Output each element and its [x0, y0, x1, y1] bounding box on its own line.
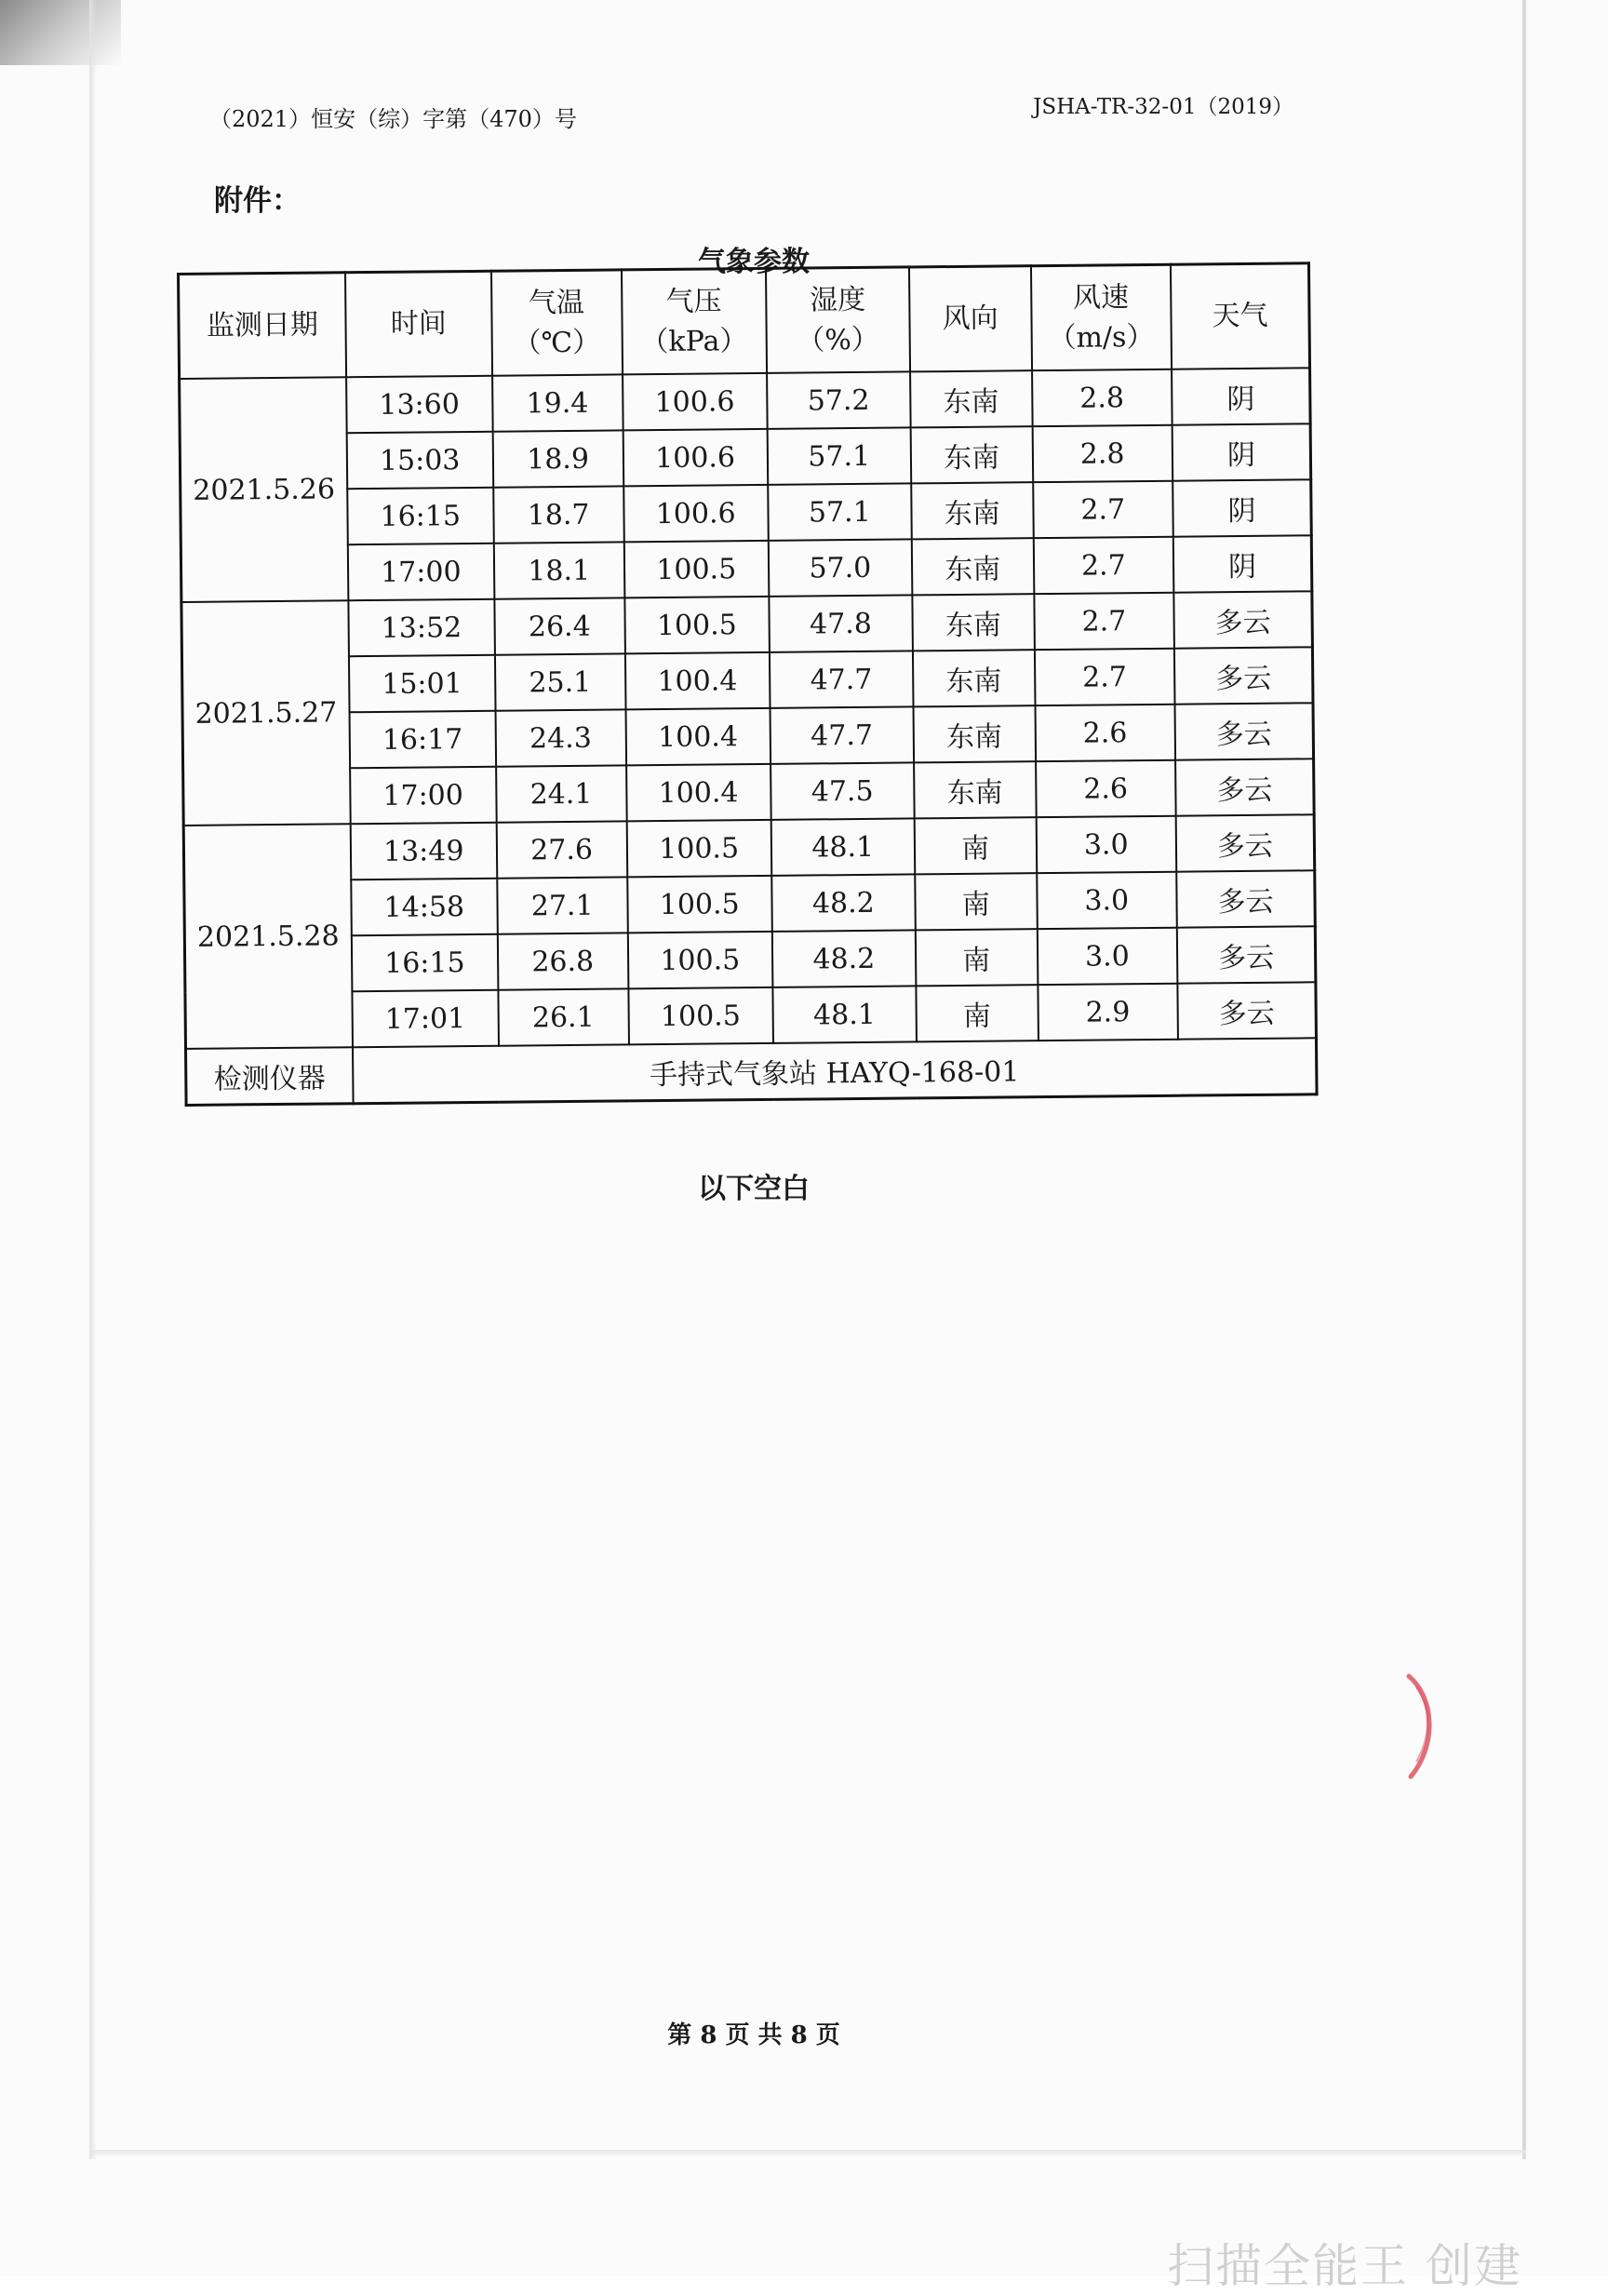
wind-direction-cell: 东南: [913, 705, 1035, 762]
header-name: 气温: [528, 286, 585, 319]
pressure-cell: 100.4: [625, 708, 770, 765]
header-time: [345, 271, 492, 377]
weather-parameters-table: [177, 262, 1319, 1107]
time-cell: 17:00: [348, 544, 494, 601]
temperature-cell: 26.4: [494, 597, 624, 654]
wind-speed-cell: 2.8: [1032, 369, 1172, 426]
humidity-cell: 47.7: [770, 651, 914, 707]
header-name: 时间: [390, 307, 447, 342]
weather-cell: 多云: [1174, 703, 1313, 759]
temperature-cell: 24.1: [496, 765, 626, 822]
date-cell: 2021.5.26: [180, 377, 349, 602]
time-cell: 15:03: [347, 432, 493, 490]
date-cell: 2021.5.27: [181, 600, 351, 826]
scan-left-edge: [89, 0, 97, 2159]
scan-right-edge: [1522, 0, 1526, 2159]
time-cell: 13:52: [348, 599, 494, 657]
temperature-cell: 26.1: [498, 988, 628, 1045]
header-unit: （m/s）: [1048, 320, 1155, 356]
instrument-value: 手持式气象站 HAYQ-168-01: [353, 1038, 1317, 1103]
weather-cell: 多云: [1176, 814, 1315, 871]
weather-cell: 多云: [1175, 759, 1314, 815]
humidity-cell: 48.1: [772, 986, 917, 1042]
header-wind-speed: [1031, 264, 1172, 370]
wind-speed-cell: 2.7: [1034, 593, 1174, 650]
pressure-cell: 100.6: [623, 373, 768, 430]
time-cell: 17:01: [352, 990, 498, 1048]
header-monitor-date: [179, 273, 346, 379]
wind-speed-cell: 2.6: [1035, 705, 1175, 761]
temperature-cell: 25.1: [495, 653, 625, 710]
time-cell: 14:58: [351, 879, 497, 936]
humidity-cell: 57.2: [767, 371, 911, 428]
header-name: 风向: [942, 302, 998, 336]
wind-direction-cell: 东南: [911, 482, 1033, 539]
temperature-cell: 26.8: [497, 933, 627, 989]
seal-stamp-fragment: [1403, 1671, 1440, 1782]
weather-cell: 阴: [1172, 479, 1311, 536]
attachment-label: 附件：: [214, 184, 301, 218]
temperature-cell: 19.4: [492, 374, 623, 431]
scanner-watermark: 扫描全能王 创建: [1167, 2239, 1522, 2293]
wind-speed-cell: 3.0: [1036, 816, 1176, 873]
temperature-cell: 27.1: [497, 877, 627, 933]
wind-speed-cell: 2.9: [1038, 984, 1178, 1041]
date-cell: 2021.5.28: [183, 824, 353, 1049]
instrument-row: [186, 1038, 1318, 1105]
header-name: 湿度: [809, 283, 866, 316]
temperature-cell: 18.9: [492, 430, 623, 487]
humidity-cell: 47.7: [770, 706, 914, 763]
pressure-cell: 100.5: [623, 541, 769, 597]
humidity-cell: 57.1: [768, 483, 912, 540]
pressure-cell: 100.4: [626, 764, 771, 821]
weather-cell: 多云: [1174, 647, 1313, 704]
wind-direction-cell: 东南: [912, 594, 1034, 651]
weather-cell: 阴: [1172, 368, 1310, 424]
pressure-cell: 100.5: [624, 597, 770, 653]
wind-direction-cell: 东南: [910, 426, 1032, 483]
humidity-cell: 47.8: [769, 595, 913, 651]
temperature-cell: 27.6: [496, 821, 626, 878]
weather-cell: 多云: [1173, 591, 1312, 648]
header-name: 气压: [665, 284, 722, 318]
wind-speed-cell: 2.8: [1032, 425, 1172, 482]
weather-cell: 多云: [1176, 870, 1315, 927]
header-pressure: [622, 268, 767, 374]
time-cell: 15:01: [349, 655, 495, 713]
wind-direction-cell: 东南: [914, 761, 1036, 818]
pressure-cell: 100.5: [627, 932, 772, 988]
pressure-cell: 100.6: [623, 429, 768, 486]
wind-speed-cell: 3.0: [1037, 928, 1177, 985]
scan-corner-shadow: [0, 0, 121, 65]
time-cell: 17:00: [350, 767, 496, 825]
pressure-cell: 100.5: [626, 820, 771, 877]
wind-speed-cell: 2.7: [1035, 649, 1175, 705]
form-code: JSHA-TR-32-01（2019）: [1033, 95, 1293, 119]
pressure-cell: 100.4: [625, 652, 770, 709]
pressure-cell: 100.6: [623, 485, 769, 542]
table-title: 气象参数: [698, 246, 810, 278]
temperature-cell: 24.3: [495, 709, 625, 766]
blank-below-note: 以下空白: [698, 1173, 810, 1205]
table-header-row: [179, 263, 1310, 379]
wind-direction-cell: 南: [916, 929, 1038, 986]
humidity-cell: 47.5: [770, 762, 915, 819]
wind-speed-cell: 2.7: [1033, 537, 1173, 594]
wind-speed-cell: 3.0: [1037, 872, 1177, 929]
header-humidity: [766, 267, 910, 373]
weather-cell: 多云: [1177, 926, 1316, 983]
pressure-cell: 100.5: [628, 987, 773, 1044]
time-cell: 13:49: [351, 823, 497, 880]
document-number: （2021）恒安（综）字第（470）号: [209, 106, 577, 132]
wind-direction-cell: 南: [914, 817, 1036, 874]
time-cell: 16:15: [352, 934, 498, 992]
wind-direction-cell: 南: [916, 985, 1038, 1041]
wind-direction-cell: 东南: [910, 370, 1032, 427]
wind-direction-cell: 东南: [913, 650, 1035, 706]
header-unit: （kPa）: [640, 325, 748, 359]
humidity-cell: 57.0: [769, 539, 913, 596]
header-name: 风速: [1072, 280, 1130, 315]
wind-direction-cell: 东南: [912, 538, 1034, 595]
table-body: [180, 368, 1317, 1105]
wind-direction-cell: 南: [915, 873, 1037, 930]
header-temperature: [491, 270, 623, 376]
wind-speed-cell: 2.7: [1033, 481, 1173, 538]
wind-speed-cell: 2.6: [1036, 760, 1176, 817]
time-cell: 16:15: [347, 488, 493, 545]
stamp-arc-icon: [1403, 1671, 1440, 1782]
weather-cell: 多云: [1177, 982, 1316, 1039]
pressure-cell: 100.5: [627, 876, 772, 933]
header-weather: [1171, 263, 1310, 369]
time-cell: 16:17: [349, 711, 495, 769]
header-unit: （℃）: [513, 326, 601, 360]
header-name: 天气: [1212, 299, 1268, 333]
humidity-cell: 48.2: [772, 930, 917, 987]
weather-cell: 阴: [1172, 423, 1311, 480]
instrument-label: 检测仪器: [186, 1047, 354, 1105]
time-cell: 13:60: [346, 376, 492, 434]
humidity-cell: 48.1: [770, 818, 915, 875]
header-unit: （%）: [797, 323, 879, 357]
header-name: 监测日期: [206, 308, 319, 342]
temperature-cell: 18.7: [493, 486, 623, 543]
header-wind-direction: [909, 266, 1032, 372]
temperature-cell: 18.1: [493, 542, 623, 598]
weather-cell: 阴: [1173, 535, 1312, 592]
humidity-cell: 48.2: [771, 874, 916, 931]
scan-bottom-edge: [89, 2150, 1526, 2157]
humidity-cell: 57.1: [767, 427, 911, 484]
page-footer: 第 8 页 共 8 页: [667, 2021, 840, 2049]
